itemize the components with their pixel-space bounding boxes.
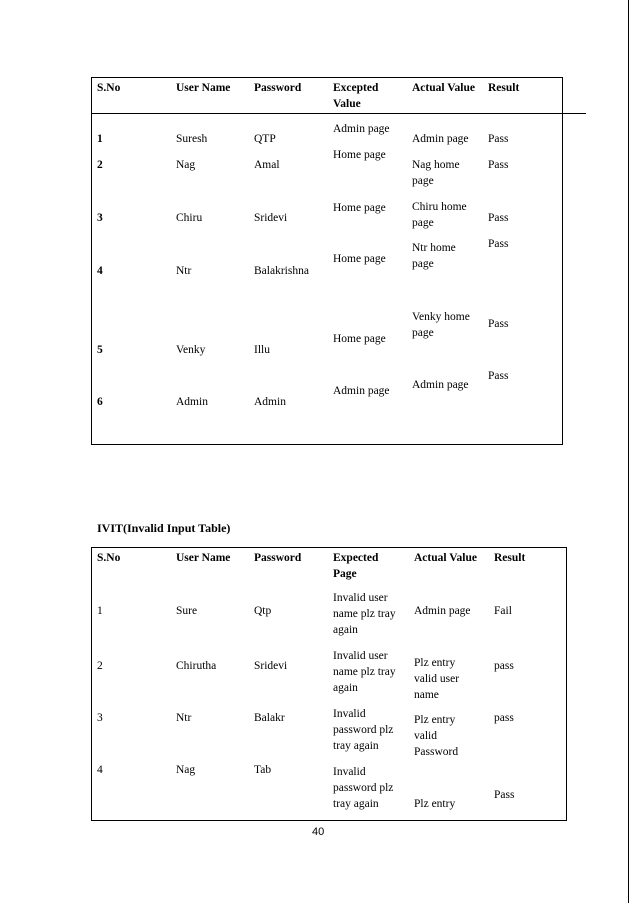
invalid-table-cell: Chirutha xyxy=(176,660,217,672)
invalid-input-table xyxy=(91,547,567,821)
invalid-table-cell: Invalid password plz tray again xyxy=(333,708,394,752)
valid-table-cell: Admin page xyxy=(412,379,469,391)
valid-table-cell: Home page xyxy=(333,253,386,265)
header-sno: S.No xyxy=(97,82,121,94)
valid-table-cell: 6 xyxy=(97,396,103,408)
header-user-name: User Name xyxy=(176,82,231,94)
header-password: Password xyxy=(254,82,302,94)
header-result: Result xyxy=(488,82,520,94)
invalid-table-cell: Ntr xyxy=(176,712,192,724)
valid-table-cell: Chiru home page xyxy=(412,201,467,229)
page-right-border xyxy=(628,0,629,903)
invalid-table-cell: 1 xyxy=(97,605,103,617)
invalid-table-cell: Sridevi xyxy=(254,660,288,672)
invalid-table-cell: Plz entry xyxy=(414,798,456,810)
valid-table-cell: 3 xyxy=(97,212,103,224)
valid-table-cell: Nag home page xyxy=(412,159,460,187)
valid-table-cell: Home page xyxy=(333,149,386,161)
header-user-name: User Name xyxy=(176,552,231,564)
invalid-table-cell: Invalid user name plz tray again xyxy=(333,650,396,694)
valid-table-cell: Pass xyxy=(488,159,509,171)
valid-table-cell: 2 xyxy=(97,159,103,171)
valid-table-cell: Home page xyxy=(333,333,386,345)
valid-table-cell: Admin xyxy=(254,396,286,408)
valid-table-cell: Pass xyxy=(488,238,509,250)
table-header-divider xyxy=(91,113,586,114)
valid-table-cell: 4 xyxy=(97,265,103,277)
valid-table-cell: Ntr xyxy=(176,265,192,277)
valid-table-cell: Venky home page xyxy=(412,311,470,339)
header-result: Result xyxy=(494,552,526,564)
header-password: Password xyxy=(254,552,302,564)
valid-table-cell: Pass xyxy=(488,318,509,330)
valid-table-cell: Balakrishna xyxy=(254,265,309,277)
valid-table-cell: Illu xyxy=(254,344,270,356)
invalid-table-cell: Pass xyxy=(494,789,515,801)
valid-table-cell: 1 xyxy=(97,133,103,145)
invalid-table-cell: Plz entry valid user name xyxy=(414,657,460,701)
invalid-table-cell: 2 xyxy=(97,660,103,672)
valid-table-cell: Ntr home page xyxy=(412,242,456,270)
invalid-table-cell: Plz entry valid Password xyxy=(414,714,459,758)
valid-table-cell: Sridevi xyxy=(254,212,288,224)
invalid-table-cell: Sure xyxy=(176,605,198,617)
invalid-table-cell: Invalid password plz tray again xyxy=(333,766,394,810)
valid-table-cell: Pass xyxy=(488,212,509,224)
valid-table-cell: Nag xyxy=(176,159,196,171)
page-number: 40 xyxy=(312,826,325,838)
invalid-table-cell: 3 xyxy=(97,712,103,724)
valid-table-cell: Suresh xyxy=(176,133,208,145)
invalid-table-cell: Fail xyxy=(494,605,512,617)
valid-table-cell: Admin page xyxy=(333,385,390,397)
valid-table-cell: Pass xyxy=(488,370,509,382)
invalid-table-cell: Qtp xyxy=(254,605,272,617)
valid-table-cell: Home page xyxy=(333,202,386,214)
invalid-table-cell: Nag xyxy=(176,764,196,776)
invalid-table-cell: Balakr xyxy=(254,712,285,724)
valid-table-cell: Admin xyxy=(176,396,208,408)
invalid-table-cell: Tab xyxy=(254,764,272,776)
header-sno: S.No xyxy=(97,552,121,564)
header-expected-value: Excepted Value xyxy=(333,82,379,110)
valid-table-cell: Chiru xyxy=(176,212,203,224)
valid-table-cell: Admin page xyxy=(333,123,390,135)
valid-table-cell: 5 xyxy=(97,344,103,356)
invalid-table-cell: Invalid user name plz tray again xyxy=(333,592,396,636)
valid-table-cell: QTP xyxy=(254,133,276,145)
invalid-table-cell: pass xyxy=(494,660,514,672)
invalid-table-cell: pass xyxy=(494,712,514,724)
valid-table-cell: Pass xyxy=(488,133,509,145)
header-actual-value: Actual Value xyxy=(412,82,475,94)
valid-table-cell: Admin page xyxy=(412,133,469,145)
header-expected-page: Expected Page xyxy=(333,552,379,580)
invalid-table-cell: Admin page xyxy=(414,605,471,617)
invalid-table-cell: 4 xyxy=(97,764,103,776)
valid-table-cell: Amal xyxy=(254,159,280,171)
header-actual-value: Actual Value xyxy=(414,552,477,564)
valid-table-cell: Venky xyxy=(176,344,206,356)
invalid-table-caption: IVIT(Invalid Input Table) xyxy=(97,521,231,535)
